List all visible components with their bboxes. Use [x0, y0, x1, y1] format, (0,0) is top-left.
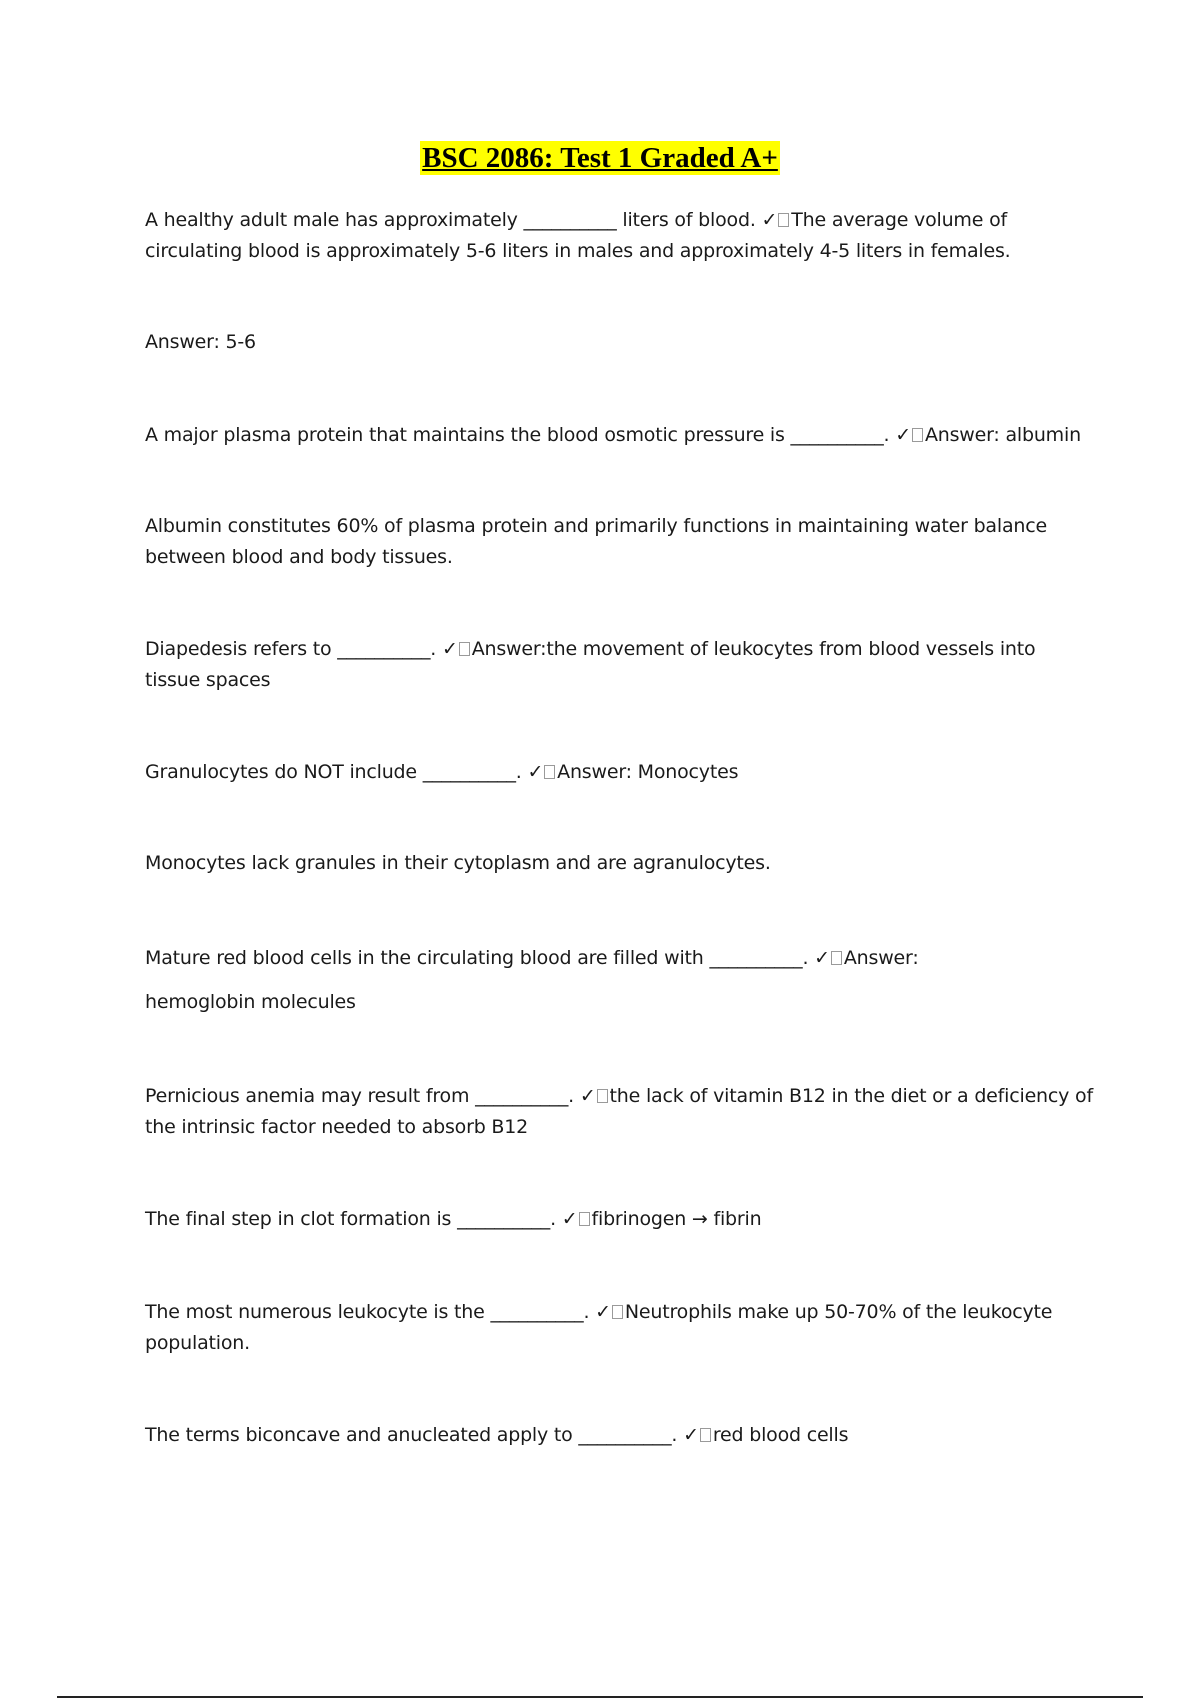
box-icon [778, 213, 789, 227]
answer-text: fibrinogen → fibrin [591, 1208, 762, 1230]
explanation-albumin [145, 511, 1095, 573]
question-text: Pernicious anemia may result from __________. [145, 1085, 580, 1107]
box-icon [459, 642, 470, 656]
answer-text: hemoglobin molecules [145, 991, 356, 1013]
question-text: A major plasma protein that maintains the blood osmotic pressure is __________. [145, 424, 896, 446]
question-text: Mature red blood cells in the circulating blood are filled with __________. [145, 947, 815, 969]
explanation-text: Albumin constitutes 60% of plasma protein and primarily functions in maintaining water balance between blood and body tissues. [145, 515, 1047, 568]
check-icon: ✓ [683, 1424, 699, 1446]
answer-text: The average volume of circulating blood is approximately 5-6 liters in males and approximately 4-5 liters in females. [145, 209, 1011, 262]
question-6 [145, 1081, 1095, 1143]
check-icon: ✓ [814, 947, 830, 969]
question-text: The final step in clot formation is __________. [145, 1208, 562, 1230]
question-text: The terms biconcave and anucleated apply to __________. [145, 1424, 684, 1446]
explanation-text: Monocytes lack granules in their cytoplasm and are agranulocytes. [145, 852, 771, 874]
question-4 [145, 757, 1095, 788]
footer-rule [57, 1696, 1143, 1698]
question-2 [145, 420, 1095, 451]
check-icon: ✓ [761, 209, 778, 231]
answer-text: Neutrophils make up 50-70% of the leukocyte population. [145, 1301, 1053, 1354]
box-icon [700, 1428, 711, 1442]
box-icon [579, 1212, 590, 1226]
question-8 [145, 1297, 1095, 1359]
check-icon: ✓ [895, 424, 911, 446]
explanation-monocytes [145, 848, 1095, 879]
answer-text: Answer: Monocytes [557, 761, 739, 783]
document-title: BSC 2086: Test 1 Graded A+ [422, 142, 778, 174]
answer-text: red blood cells [712, 1424, 849, 1446]
question-5 [145, 943, 1095, 974]
question-text: Granulocytes do NOT include __________. [145, 761, 528, 783]
check-icon: ✓ [595, 1301, 611, 1323]
question-7 [145, 1204, 1095, 1235]
check-icon: ✓ [579, 1085, 596, 1107]
box-icon [544, 765, 555, 779]
title-wrap [0, 141, 1200, 175]
check-icon: ✓ [561, 1208, 578, 1230]
box-icon [831, 951, 842, 965]
box-icon [597, 1089, 608, 1103]
question-9 [145, 1420, 1095, 1451]
answer-text: Answer:the movement of leukocytes from blood vessels into tissue spaces [145, 638, 1036, 691]
answer-line-5 [145, 987, 1095, 1018]
box-icon [612, 1305, 623, 1319]
check-icon: ✓ [441, 638, 458, 660]
question-3 [145, 634, 1095, 696]
question-text: The most numerous leukocyte is the __________. [145, 1301, 596, 1323]
question-1 [145, 205, 1095, 267]
answer-text: Answer: albumin [924, 424, 1081, 446]
answer-text: Answer: [843, 947, 919, 969]
box-icon [912, 428, 923, 442]
answer-text: the lack of vitamin B12 in the diet or a deficiency of the intrinsic factor needed to absorb B12 [145, 1085, 1093, 1138]
answer-text: Answer: 5-6 [145, 331, 256, 353]
check-icon: ✓ [527, 761, 544, 783]
answer-line-1 [145, 327, 1095, 358]
question-text: A healthy adult male has approximately __________ liters of blood. [145, 209, 762, 231]
question-text: Diapedesis refers to __________. [145, 638, 442, 660]
